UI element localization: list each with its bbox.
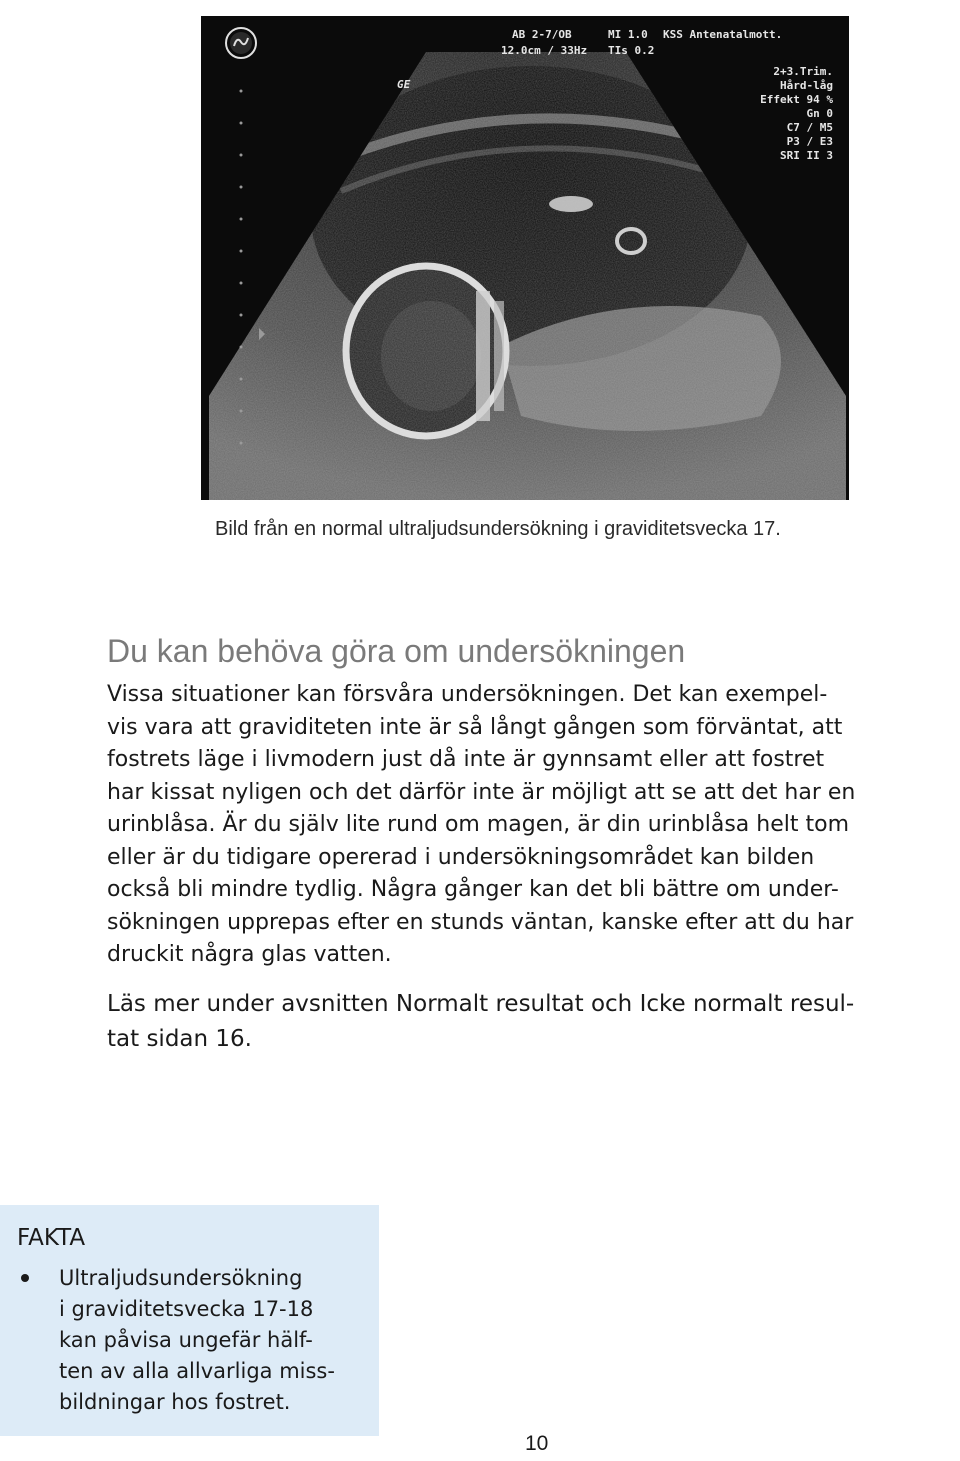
read-more-line: tat sidan 16. [107, 1026, 252, 1052]
fakta-line: Ultraljudsundersökning [59, 1266, 303, 1290]
us-header-left-2: 12.0cm / 33Hz [501, 44, 588, 57]
us-setting: SRI II 3 [780, 149, 833, 162]
fakta-title: FAKTA [17, 1225, 86, 1251]
us-header-right-2: TIs 0.2 [608, 44, 655, 57]
ultrasound-scan [201, 16, 849, 500]
us-header-right-extra: KSS Antenatalmott. [663, 28, 783, 41]
body-line: sökningen upprepas efter en stunds väntan, kanske efter att du har [107, 909, 854, 935]
fakta-line: ten av alla allvarliga miss- [59, 1359, 335, 1383]
read-more-line: Läs mer under avsnitten Normalt resultat och Icke normalt resul- [107, 991, 855, 1017]
body-line: fostrets läge i livmodern just då inte är gynnsamt eller att fostret [107, 747, 825, 772]
section-heading: Du kan behöva göra om undersökningen [107, 633, 686, 669]
ultrasound-image [201, 16, 849, 500]
us-marker: GE [397, 78, 411, 91]
body-line: vis vara att graviditeten inte är så långt gången som förväntat, att [107, 714, 843, 740]
us-header-left-1: AB 2-7/OB [512, 28, 572, 41]
page-number: 10 [525, 1432, 549, 1455]
us-setting: P3 / E3 [786, 135, 833, 148]
fakta-line: bildningar hos fostret. [59, 1390, 291, 1414]
us-settings [760, 65, 833, 162]
us-setting: Hård-låg [780, 79, 833, 92]
fakta-box [0, 1205, 379, 1436]
read-more-paragraph [107, 987, 959, 1057]
us-header-right-1: MI 1.0 [608, 28, 648, 41]
ge-logo-icon [226, 28, 256, 58]
fakta-line: kan påvisa ungefär hälf- [59, 1328, 313, 1352]
bullet-icon [21, 1274, 29, 1282]
fakta-item [17, 1263, 335, 1418]
fakta-line: i graviditetsvecka 17-18 [59, 1297, 314, 1321]
body-line: urinblåsa. Är du själv lite rund om magen, är din urinblåsa helt tom [107, 812, 849, 837]
body-line: druckit några glas vatten. [107, 942, 392, 967]
image-caption: Bild från en normal ultraljudsundersökning i graviditetsvecka 17. [215, 518, 781, 540]
us-setting: Effekt 94 % [760, 93, 833, 106]
us-setting: Gn 0 [806, 107, 833, 120]
body-paragraph [107, 679, 959, 972]
us-setting: C7 / M5 [786, 121, 833, 134]
fakta-list [17, 1263, 335, 1418]
body-line: har kissat nyligen och det därför inte är möjligt att se att det har en [107, 779, 856, 805]
body-line: Vissa situationer kan försvåra undersökningen. Det kan exempel- [107, 682, 828, 707]
us-setting: 2+3.Trim. [773, 65, 833, 78]
body-line: eller är du tidigare opererad i undersökningsområdet kan bilden [107, 844, 815, 870]
body-line: också bli mindre tydlig. Några gånger kan det bli bättre om under- [107, 877, 839, 902]
